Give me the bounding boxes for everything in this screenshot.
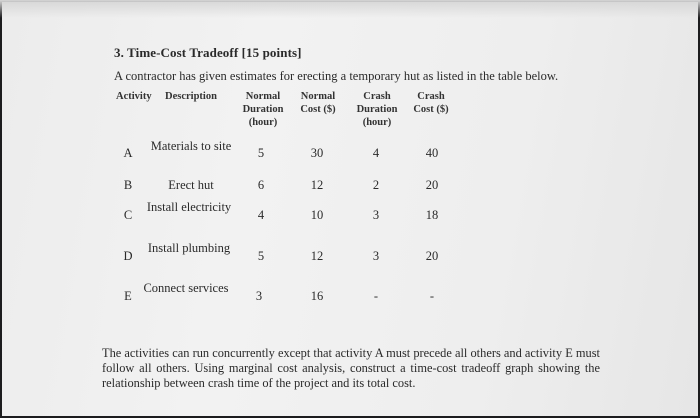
row-b-description: Erect hut	[168, 178, 214, 192]
row-d-crash-cost: 20	[425, 249, 439, 263]
row-e-normal-duration: 3	[255, 289, 263, 303]
row-d-normal-cost: 12	[310, 249, 324, 263]
row-c-crash-cost: 18	[425, 208, 439, 222]
row-e-activity: E	[124, 289, 132, 303]
question-intro: A contractor has given estimates for erecting a temporary hut as listed in the table below.	[114, 69, 559, 83]
row-d-description: Install plumbing	[147, 241, 231, 255]
row-a-description: Materials to site	[150, 139, 232, 153]
row-c-activity: C	[123, 208, 133, 222]
header-normal-duration: Normal Duration (hour)	[242, 91, 284, 128]
row-a-activity: A	[123, 146, 133, 160]
row-d-activity: D	[123, 249, 133, 263]
row-a-normal-duration: 5	[257, 146, 265, 160]
row-a-crash-cost: 40	[425, 146, 439, 160]
question-instructions: The activities can run concurrently except that activity A must precede all others and activity E must follow all others. Using marginal cost analysis, construct a time-cost tradeoff graph showing the relationship between crash time of the project and its total cost.	[102, 346, 600, 390]
row-b-crash-duration: 2	[372, 178, 380, 192]
row-b-activity: B	[123, 178, 133, 192]
question-title: 3. Time-Cost Tradeoff [15 points]	[114, 45, 302, 60]
row-b-crash-cost: 20	[425, 178, 439, 192]
row-b-normal-duration: 6	[257, 178, 265, 192]
row-a-normal-cost: 30	[310, 146, 324, 160]
row-a-crash-duration: 4	[372, 146, 380, 160]
row-e-description: Connect services	[143, 281, 229, 295]
header-crash-duration: Crash Duration (hour)	[356, 91, 398, 128]
row-c-normal-duration: 4	[257, 208, 265, 222]
row-d-crash-duration: 3	[372, 249, 380, 263]
header-crash-cost: Crash Cost ($)	[413, 91, 449, 115]
page-shadow	[0, 0, 700, 18]
row-b-normal-cost: 12	[310, 178, 324, 192]
row-e-crash-duration: -	[373, 289, 379, 303]
row-c-crash-duration: 3	[372, 208, 380, 222]
row-d-normal-duration: 5	[257, 249, 265, 263]
row-c-normal-cost: 10	[310, 208, 324, 222]
header-normal-cost: Normal Cost ($)	[300, 91, 336, 115]
row-e-normal-cost: 16	[310, 289, 324, 303]
row-e-crash-cost: -	[429, 289, 435, 303]
row-c-description: Install electricity	[146, 200, 232, 214]
header-activity: Activity	[116, 91, 152, 102]
header-description: Description	[165, 91, 217, 102]
